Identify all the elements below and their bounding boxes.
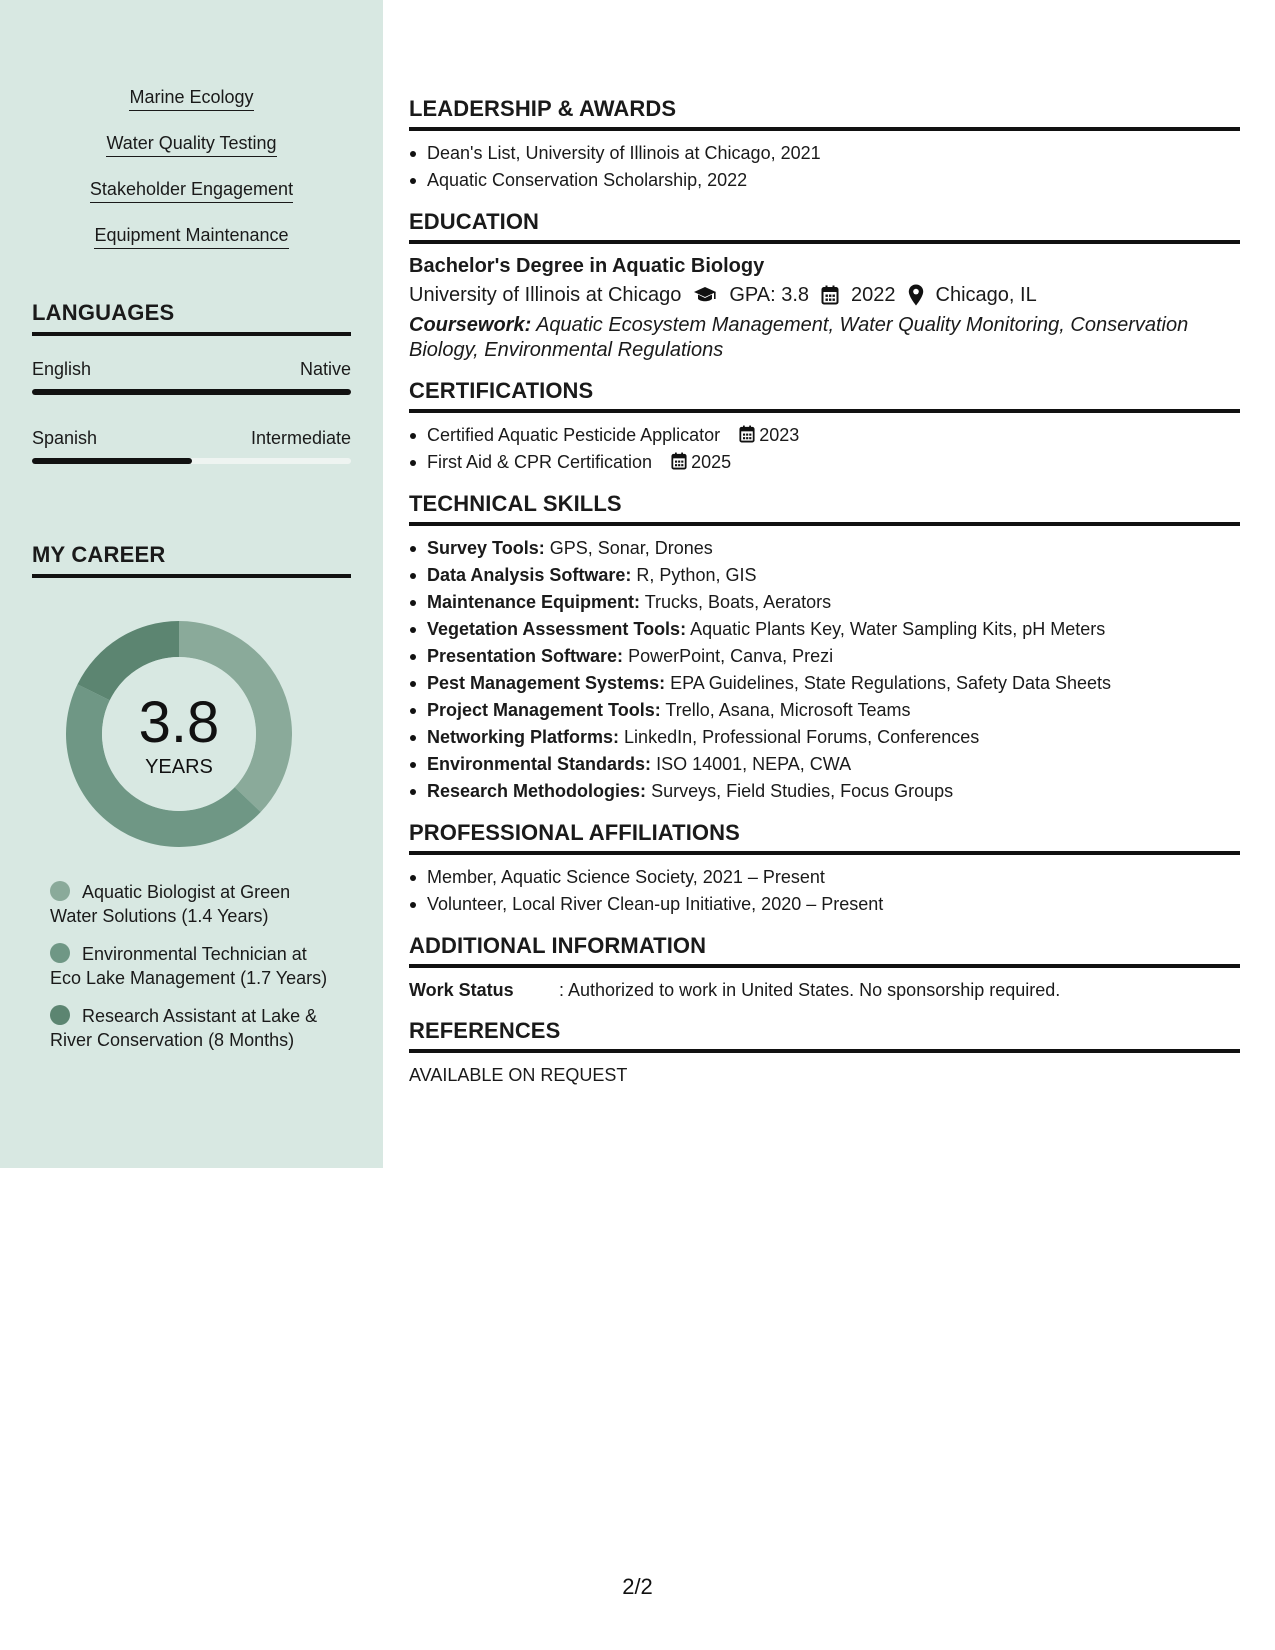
list-item: Volunteer, Local River Clean-up Initiative, 2020 – Present xyxy=(409,891,1240,918)
coursework xyxy=(409,313,1240,363)
list-item xyxy=(409,535,1240,562)
coursework-label: Coursework: xyxy=(409,314,532,336)
additional-info-section xyxy=(409,933,1240,1003)
list-item xyxy=(409,670,1240,697)
skill-value: R, Python, GIS xyxy=(636,565,757,585)
skill-label: Environmental Standards: xyxy=(427,754,652,774)
section-heading: TECHNICAL SKILLS xyxy=(409,491,1240,526)
skill-tag: Equipment Maintenance xyxy=(94,224,288,249)
career-total-number: 3.8 xyxy=(138,690,220,755)
list-item xyxy=(409,589,1240,616)
skill-value: GPS, Sonar, Drones xyxy=(549,538,713,558)
gpa: GPA: 3.8 xyxy=(729,284,810,306)
list-item xyxy=(409,422,1240,449)
career-item xyxy=(50,1004,340,1052)
career-item xyxy=(50,880,340,928)
technical-skills-section xyxy=(409,491,1240,805)
education-details xyxy=(409,279,1240,311)
skill-label: Project Management Tools: xyxy=(427,700,661,720)
skill-label: Pest Management Systems: xyxy=(427,673,666,693)
language-level: Intermediate xyxy=(250,428,351,448)
skill-label: Networking Platforms: xyxy=(427,727,620,747)
career-item-text: Research Assistant at Lake & River Conservation (8 Months) xyxy=(50,1006,318,1050)
skill-value: Aquatic Plants Key, Water Sampling Kits, pH Meters xyxy=(690,619,1106,639)
skill-tag: Water Quality Testing xyxy=(106,132,276,157)
list-item: Member, Aquatic Science Society, 2021 – Present xyxy=(409,864,1240,891)
certification-name: First Aid & CPR Certification xyxy=(427,452,653,472)
career-legend xyxy=(50,880,340,1066)
section-heading: LEADERSHIP & AWARDS xyxy=(409,96,1240,131)
language-level: Native xyxy=(299,359,351,379)
page-number: 2/2 xyxy=(622,1574,653,1599)
list-item xyxy=(409,616,1240,643)
main-content xyxy=(409,96,1240,1103)
language-english xyxy=(32,358,351,395)
calendar-icon xyxy=(671,452,687,470)
skill-label: Survey Tools: xyxy=(427,538,545,558)
list-item xyxy=(409,643,1240,670)
section-heading: ADDITIONAL INFORMATION xyxy=(409,933,1240,968)
list-item xyxy=(409,724,1240,751)
certification-year: 2025 xyxy=(691,452,732,472)
education-location: Chicago, IL xyxy=(935,284,1037,306)
list-item: Dean's List, University of Illinois at Chicago, 2021 xyxy=(409,140,1240,167)
skill-label: Research Methodologies: xyxy=(427,781,647,801)
graduation-year: 2022 xyxy=(851,284,896,306)
language-name: English xyxy=(32,359,92,379)
skill-label: Vegetation Assessment Tools: xyxy=(427,619,687,639)
skill-value: Surveys, Field Studies, Focus Groups xyxy=(651,781,954,801)
work-status-value: : Authorized to work in United States. No sponsorship required. xyxy=(559,980,1061,1000)
legend-dot-icon xyxy=(50,1005,70,1025)
section-heading: PROFESSIONAL AFFILIATIONS xyxy=(409,820,1240,855)
education-section xyxy=(409,209,1240,363)
coursework-text: Aquatic Ecosystem Management, Water Quality Monitoring, Conservation Biology, Environmental Regulations xyxy=(409,314,1189,361)
skill-value: Trello, Asana, Microsoft Teams xyxy=(665,700,911,720)
certification-year: 2023 xyxy=(759,425,800,445)
career-heading: MY CAREER xyxy=(32,542,351,578)
language-bar xyxy=(32,458,351,464)
skill-tag: Marine Ecology xyxy=(129,86,253,111)
affiliations-section xyxy=(409,820,1240,918)
work-status-label: Work Status xyxy=(409,980,514,1000)
references-section xyxy=(409,1018,1240,1088)
language-bar xyxy=(32,389,351,395)
skill-value: Trucks, Boats, Aerators xyxy=(644,592,832,612)
skill-label: Presentation Software: xyxy=(427,646,624,666)
language-bar-fill xyxy=(32,389,351,395)
language-name: Spanish xyxy=(32,428,98,448)
list-item xyxy=(409,778,1240,805)
list-item xyxy=(409,751,1240,778)
list-item: Aquatic Conservation Scholarship, 2022 xyxy=(409,167,1240,194)
list-item xyxy=(409,697,1240,724)
skills-list xyxy=(0,86,383,270)
calendar-icon xyxy=(739,425,755,443)
skill-value: LinkedIn, Professional Forums, Conferences xyxy=(624,727,980,747)
career-item xyxy=(50,942,340,990)
sidebar xyxy=(0,0,383,1168)
calendar-icon xyxy=(821,285,839,305)
graduation-cap-icon xyxy=(693,286,717,304)
career-item-text: Aquatic Biologist at Green Water Solutions (1.4 Years) xyxy=(50,882,291,926)
certification-name: Certified Aquatic Pesticide Applicator xyxy=(427,425,721,445)
work-status-row xyxy=(409,977,1240,1003)
languages-heading: LANGUAGES xyxy=(32,300,351,336)
skill-value: ISO 14001, NEPA, CWA xyxy=(656,754,852,774)
section-heading: EDUCATION xyxy=(409,209,1240,244)
skill-value: PowerPoint, Canva, Prezi xyxy=(628,646,834,666)
career-item-text: Environmental Technician at Eco Lake Management (1.7 Years) xyxy=(50,944,328,988)
list-item xyxy=(409,562,1240,589)
skill-label: Data Analysis Software: xyxy=(427,565,632,585)
degree-title: Bachelor's Degree in Aquatic Biology xyxy=(409,255,765,277)
language-bar-fill xyxy=(32,458,192,464)
section-heading: CERTIFICATIONS xyxy=(409,378,1240,413)
career-total-unit: YEARS xyxy=(145,756,213,778)
references-text: AVAILABLE ON REQUEST xyxy=(409,1065,628,1085)
legend-dot-icon xyxy=(50,943,70,963)
career-total xyxy=(66,621,292,847)
skill-label: Maintenance Equipment: xyxy=(427,592,641,612)
list-item xyxy=(409,449,1240,476)
certifications-section xyxy=(409,378,1240,476)
leadership-section xyxy=(409,96,1240,194)
section-heading: REFERENCES xyxy=(409,1018,1240,1053)
location-pin-icon xyxy=(908,284,924,306)
legend-dot-icon xyxy=(50,881,70,901)
language-spanish xyxy=(32,427,351,464)
skill-tag: Stakeholder Engagement xyxy=(90,178,293,203)
university-name: University of Illinois at Chicago xyxy=(409,284,682,306)
skill-value: EPA Guidelines, State Regulations, Safety Data Sheets xyxy=(670,673,1112,693)
